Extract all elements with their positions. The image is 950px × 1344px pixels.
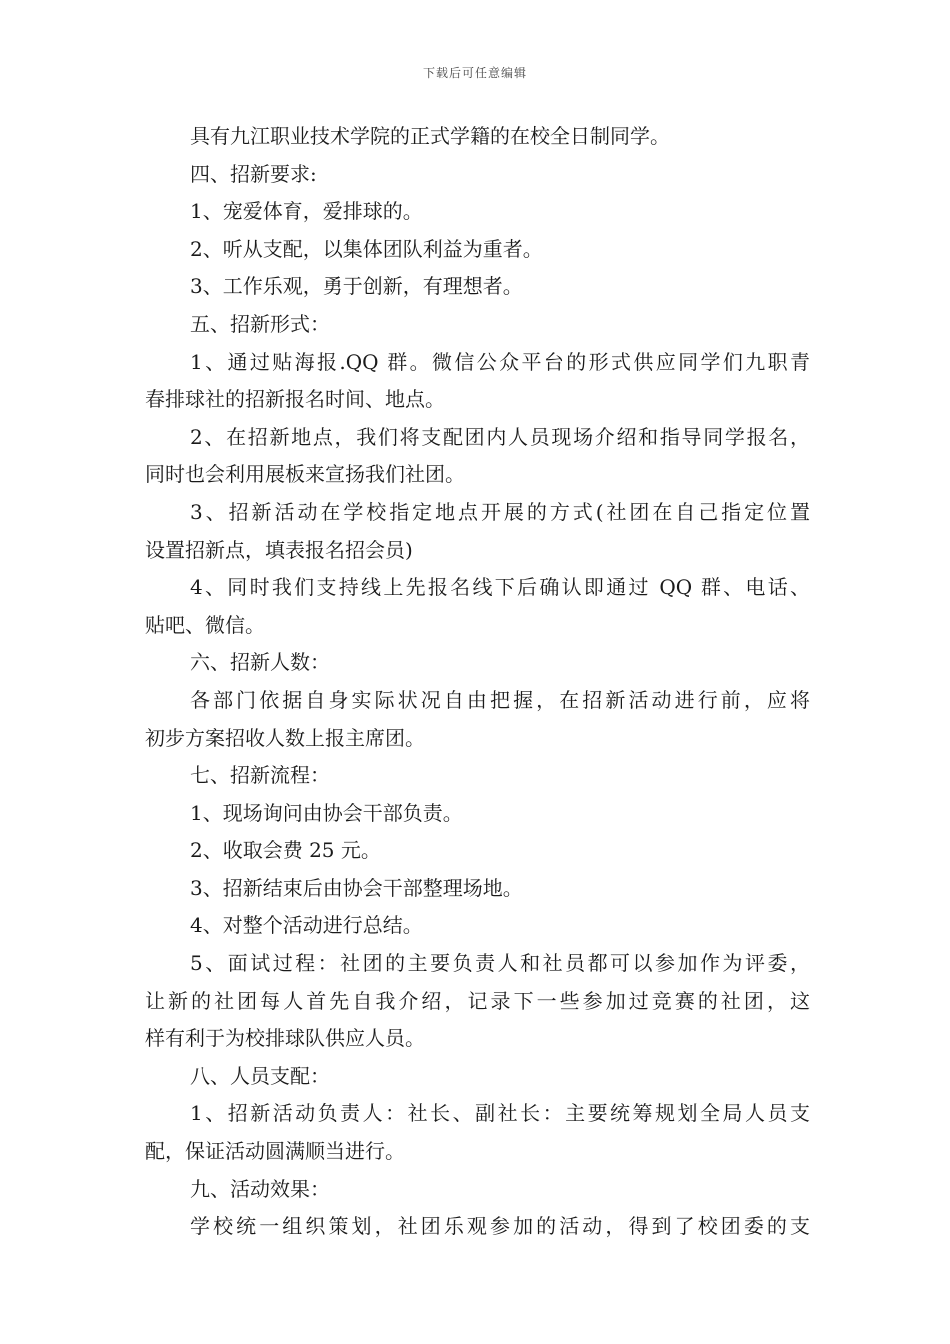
text-line: 具有九江职业技术学院的正式学籍的在校全日制同学。 — [190, 124, 670, 148]
text-line: 1、通过贴海报.QQ 群。微信公众平台的形式供应同学们九职青 — [190, 349, 810, 374]
page-header: 下载后可任意编辑 — [422, 66, 527, 80]
text-line: 4、同时我们支持线上先报名线下后确认即通过 QQ 群、电话、 — [190, 575, 810, 600]
text-line: 1、招新活动负责人：社长、副社长：主要统筹规划全局人员支 — [190, 1101, 810, 1126]
text-line: 学校统一组织策划，社团乐观参加的活动，得到了校团委的支 — [190, 1214, 810, 1239]
text-line: 让新的社团每人首先自我介绍，记录下一些参加过竞赛的社团，这 — [145, 988, 810, 1013]
text-line: 3、招新结束后由协会干部整理场地。 — [190, 875, 523, 900]
text-line: 2、在招新地点，我们将支配团内人员现场介绍和指导同学报名， — [190, 424, 810, 449]
text-line: 5、面试过程：社团的主要负责人和社员都可以参加作为评委， — [190, 951, 810, 976]
text-line: 2、听从支配，以集体团队利益为重者。 — [190, 236, 543, 261]
text-line: 设置招新点，填表报名招会员) — [145, 537, 413, 562]
text-line: 春排球社的招新报名时间、地点。 — [145, 387, 445, 412]
text-line: 3、工作乐观，勇于创新，有理想者。 — [190, 274, 523, 299]
text-line: 各部门依据自身实际状况自由把握，在招新活动进行前，应将 — [190, 687, 810, 712]
text-line: 六、招新人数： — [190, 650, 330, 675]
text-line: 同时也会利用展板来宣扬我们社团。 — [145, 462, 465, 487]
text-line: 4、对整个活动进行总结。 — [190, 913, 423, 938]
text-line: 四、招新要求: — [190, 161, 317, 186]
text-line: 2、收取会费 25 元。 — [190, 838, 381, 863]
text-line: 七、招新流程： — [190, 763, 330, 788]
text-line: 3、招新活动在学校指定地点开展的方式(社团在自己指定位置 — [190, 499, 810, 524]
text-line: 初步方案招收人数上报主席团。 — [145, 725, 425, 750]
text-line: 1、宠爱体育，爱排球的。 — [190, 199, 423, 224]
text-line: 1、现场询问由协会干部负责。 — [190, 800, 463, 825]
text-line: 配，保证活动圆满顺当进行。 — [145, 1139, 405, 1164]
text-line: 样有利于为校排球队供应人员。 — [145, 1026, 425, 1051]
text-line: 五、招新形式： — [190, 311, 330, 336]
text-line: 九、活动效果： — [190, 1176, 330, 1201]
document-body — [145, 118, 810, 1246]
text-line: 八、人员支配： — [190, 1063, 330, 1088]
text-line: 贴吧、微信。 — [145, 612, 265, 637]
